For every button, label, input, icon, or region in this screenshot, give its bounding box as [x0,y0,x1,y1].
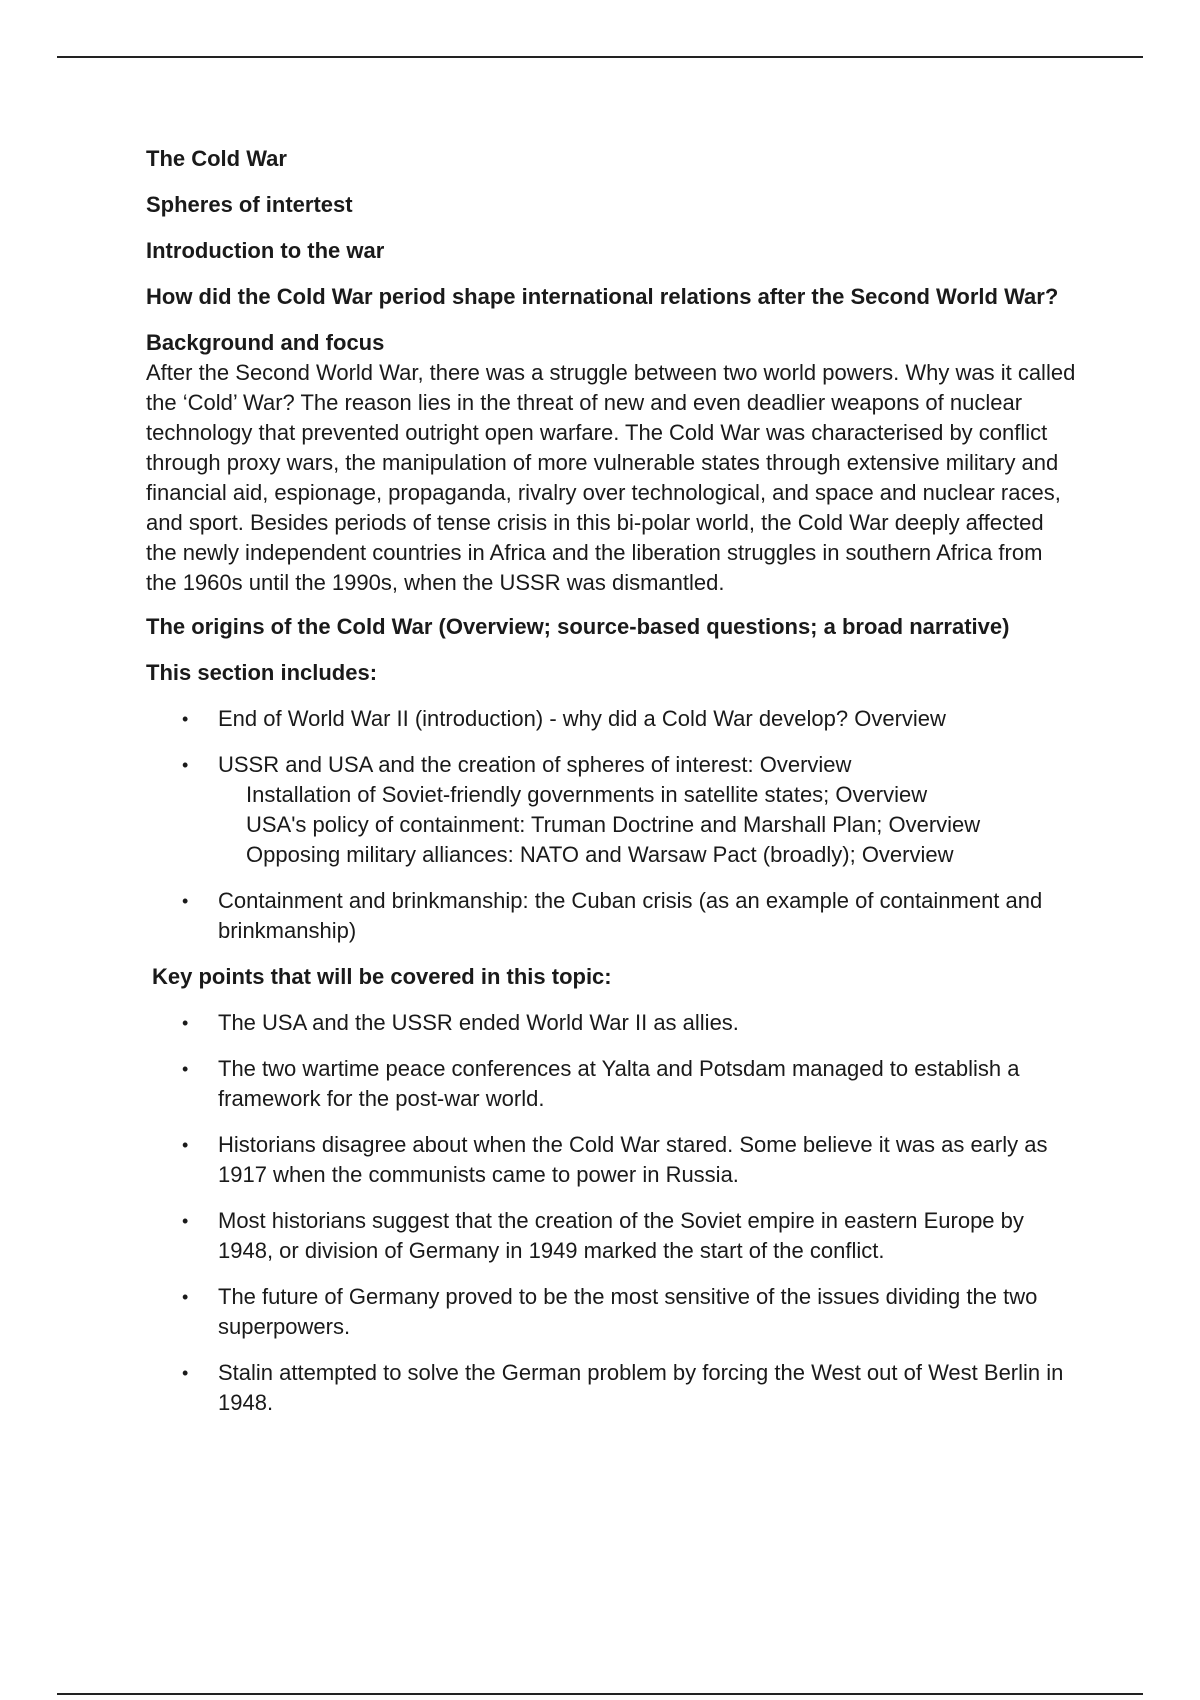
sub-item-text: Opposing military alliances: NATO and Warsaw Pact (broadly); Overview [246,842,954,867]
list-item [146,750,1076,870]
list-item: • The two wartime peace conferences at Yalta and Potsdam managed to establish a framework for the post-war world. [146,1054,1076,1114]
sub-item-text: USA's policy of containment: Truman Doctrine and Marshall Plan; Overview [246,812,981,837]
background-paragraph: After the Second World War, there was a struggle between two world powers. Why was it called the ‘Cold’ War? The reason lies in the threat of new and even deadlier weapons of nuclear technology that prevented outright open warfare. The Cold War was characterised by conflict through proxy wars, the manipulation of more vulnerable states through extensive military and financial aid, espionage, propaganda, rivalry over technological, and space and nuclear races, and sport. Besides periods of tense crisis in this bi-polar world, the Cold War deeply affected the newly independent countries in Africa and the liberation struggles in southern Africa from the 1960s until the 1990s, when the USSR was dismantled. [146,360,1076,595]
list-item-text: USSR and USA and the creation of spheres of interest: Overview [218,752,852,777]
list-item: • Most historians suggest that the creation of the Soviet empire in eastern Europe by 1948, or division of Germany in 1949 marked the start of the conflict. [146,1206,1076,1266]
key-question-heading: How did the Cold War period shape international relations after the Second World War? [146,284,1059,309]
list-item-text: End of World War II (introduction) - why did a Cold War develop? Overview [218,706,946,731]
list-item: • Stalin attempted to solve the German problem by forcing the West out of West Berlin in 1948. [146,1358,1076,1418]
subtitle-spheres: Spheres of intertest [146,192,353,217]
origins-heading: The origins of the Cold War (Overview; source-based questions; a broad narrative) [146,614,1010,639]
background-heading: Background and focus [146,330,385,355]
header-rule [57,56,1143,58]
sub-item-text: Installation of Soviet-friendly governments in satellite states; Overview [246,782,928,807]
list-item [146,704,1076,734]
footer-rule [57,1693,1143,1695]
list-item-text: Containment and brinkmanship: the Cuban crisis (as an example of containment and brinkmanship) [218,888,1043,943]
list-item [146,886,1076,946]
subtitle-introduction: Introduction to the war [146,238,385,263]
list-item: • Historians disagree about when the Cold War stared. Some believe it was as early as 1917 when the communists came to power in Russia. [146,1130,1076,1190]
key-points-heading: Key points that will be covered in this topic: [152,964,612,989]
section-includes-heading: This section includes: [146,660,378,685]
document-title: The Cold War [146,146,287,171]
list-item: • The future of Germany proved to be the most sensitive of the issues dividing the two superpowers. [146,1282,1076,1342]
list-item: • The USA and the USSR ended World War II as allies. [146,1008,1076,1038]
document-body [146,144,1076,1434]
section-includes-list [146,704,1076,946]
key-points-list [146,1008,1076,1418]
